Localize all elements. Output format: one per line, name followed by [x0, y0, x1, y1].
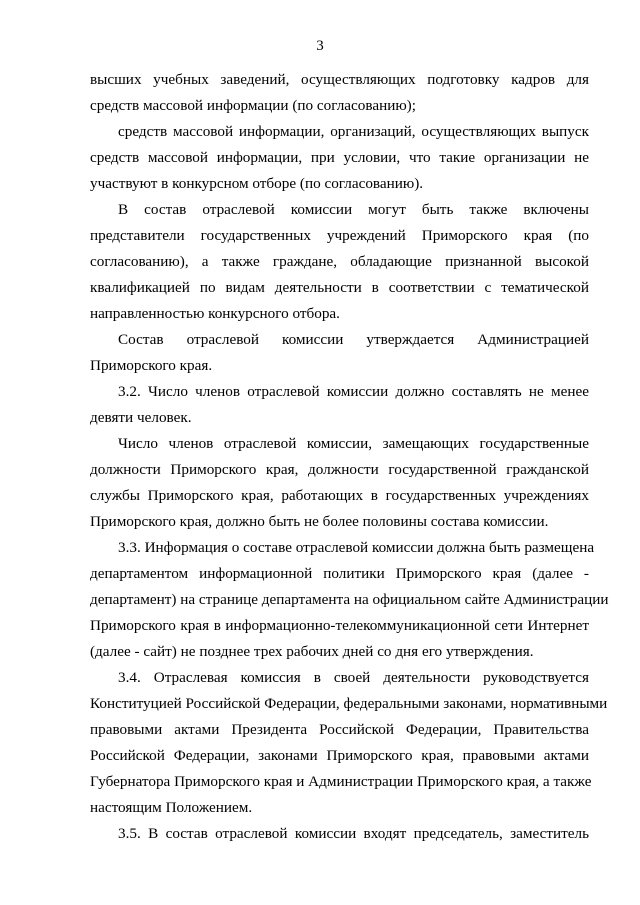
text-line: службы Приморского края, работающих в государственных учреждениях [90, 487, 589, 504]
text-line: (далее - сайт) не позднее трех рабочих дней со дня его утверждения. [90, 643, 534, 660]
paragraph [90, 119, 589, 197]
text-line: Российской Федерации, законами Приморского края, правовыми актами [90, 747, 589, 764]
paragraph [90, 379, 589, 431]
text-line: В состав отраслевой комиссии могут быть также включены [118, 201, 589, 218]
text-line: средств массовой информации, организаций, осуществляющих выпуск [118, 123, 589, 140]
text-line: должности Приморского края, должности государственной гражданской [90, 461, 589, 478]
document-body [90, 67, 609, 847]
paragraph [90, 431, 589, 535]
text-line: средств массовой информации (по согласованию); [90, 97, 416, 114]
text-line: Губернатора Приморского края и Администрации Приморского края, а также [90, 773, 592, 790]
text-line: Число членов отраслевой комиссии, замещающих государственные [118, 435, 589, 452]
paragraph [90, 665, 608, 821]
text-line: правовыми актами Президента Российской Федерации, Правительства [90, 721, 589, 738]
page-number: 3 [316, 38, 324, 54]
text-line: Конституцией Российской Федерации, федеральными законами, нормативными [90, 695, 608, 712]
text-line: Приморского края, должно быть не более половины состава комиссии. [90, 513, 549, 530]
text-line: квалификацией по видам деятельности в соответствии с тематической [90, 279, 589, 296]
text-line: Приморского края. [90, 357, 213, 374]
text-line: департаментом информационной политики Приморского края (далее - [90, 565, 589, 582]
text-line: настоящим Положением. [90, 799, 253, 816]
paragraph [90, 67, 589, 119]
text-line: направленностью конкурсного отбора. [90, 305, 340, 322]
text-line: согласованию), а также граждане, обладающие признанной высокой [90, 253, 589, 270]
paragraph [90, 327, 589, 379]
text-line: 3.2. Число членов отраслевой комиссии должно составлять не менее [118, 383, 589, 400]
text-line: 3.4. Отраслевая комиссия в своей деятельности руководствуется [118, 669, 589, 686]
text-line: высших учебных заведений, осуществляющих подготовку кадров для [90, 71, 589, 88]
paragraph [90, 197, 589, 327]
text-line: девяти человек. [90, 409, 192, 426]
text-line: департамент) на странице департамента на официальном сайте Администрации [90, 591, 609, 608]
text-line: 3.5. В состав отраслевой комиссии входят председатель, заместитель [118, 825, 589, 842]
paragraph [90, 821, 589, 847]
paragraph [90, 535, 609, 665]
text-line: Состав отраслевой комиссии утверждается Администрацией [118, 331, 589, 348]
text-line: участвуют в конкурсном отборе (по согласованию). [90, 175, 424, 192]
text-line: 3.3. Информация о составе отраслевой комиссии должна быть размещена [118, 539, 595, 556]
text-line: представители государственных учреждений Приморского края (по [90, 227, 589, 244]
text-line: Приморского края в информационно-телекоммуникационной сети Интернет [90, 617, 589, 634]
text-line: средств массовой информации, при условии, что такие организации не [90, 149, 589, 166]
